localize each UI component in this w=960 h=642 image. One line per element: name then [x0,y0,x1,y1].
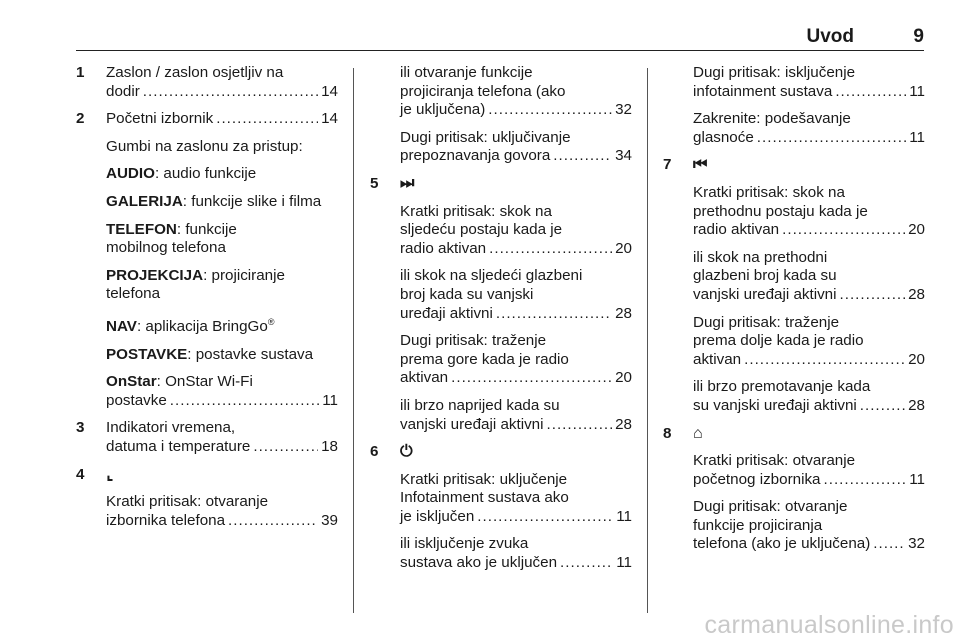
item-text: su vanjski uređaji aktivni [693,396,857,414]
dot-leader [477,508,613,527]
item-text: Dugi pritisak: traženje [400,332,547,350]
list-item-2 [76,110,338,129]
dot-leader [489,240,612,259]
dot-leader [488,101,612,120]
page-ref[interactable]: 20 [908,350,925,368]
item-text: ili skok na sljedeći glazbeni [400,267,583,285]
dotted-entry [400,416,632,435]
item-text: prema dolje kada je radio [693,332,864,350]
page-ref[interactable]: 28 [908,285,925,303]
item-text: Kratki pritisak: uključenje [400,470,568,488]
key-desc: : audio funkcije [154,165,257,183]
entry-projekcija [76,267,338,304]
item-number: 7 [663,156,672,174]
page-ref[interactable]: 34 [615,147,632,165]
dot-leader [860,397,905,416]
power-icon: ⏻ [400,443,413,461]
item-text: ili brzo naprijed kada su [400,396,560,414]
page-number: 9 [913,26,924,47]
skip-next-icon: ⏭ [400,174,415,192]
key-desc: : funkcije slike i filma [182,192,322,210]
item-text: Kratki pritisak: skok na [693,183,845,201]
key-label: NAV [106,318,137,335]
item-text: radio aktivan [400,239,487,257]
page-ref[interactable]: 28 [908,396,925,414]
list-item-5 [370,175,632,194]
page-ref[interactable]: 20 [615,369,632,387]
list-item-8 [663,425,925,444]
item-text: ili skok na prethodni [693,248,828,266]
list-item-4-desc [76,493,338,530]
item-text: ili isključenje zvuka [400,535,529,553]
item-text: Dugi pritisak: isključenje [693,64,856,81]
item-number: 8 [663,424,672,442]
list-entry [370,64,632,120]
dotted-entry [400,554,632,573]
item-text: projiciranja telefona (ako [400,82,566,100]
entry-telefon [76,221,338,258]
page-ref[interactable]: 28 [615,304,632,322]
item-text: Zaslon / zaslon osjetljiv na [106,64,284,81]
page-ref[interactable]: 14 [321,82,338,100]
item-text: Dugi pritisak: uključivanje [400,128,571,146]
dot-leader [253,438,318,457]
item-text: prema gore kada je radio [400,350,569,368]
page-ref[interactable]: 11 [909,128,925,146]
item-text: vanjski uređaji aktivni [693,285,837,303]
item-text: Kratki pritisak: otvaranje [693,452,856,470]
dot-leader [451,369,612,388]
key-desc: : projiciranje [203,266,285,284]
key-label: TELEFON [106,220,177,238]
dotted-entry [400,240,632,259]
item-text: aktivan [693,350,742,368]
item-text: Početni izbornik [106,110,214,128]
dot-leader [143,83,318,102]
dot-leader [873,535,905,554]
list-item-4 [76,466,338,485]
item-text: ili brzo premotavanje kada [693,378,871,396]
dot-leader [553,147,612,166]
item-text: Indikatori vremena, [106,419,236,437]
dotted-entry [106,83,338,102]
item-text: radio aktivan [693,221,780,239]
list-entry [663,498,925,554]
item-text: ili otvaranje funkcije [400,64,533,81]
page-ref[interactable]: 11 [322,391,338,409]
page-header [76,28,924,51]
item-text: sljedeću postaju kada je [400,221,563,239]
page-ref[interactable]: 11 [616,554,632,572]
column-2 [370,64,632,582]
page-ref[interactable]: 18 [321,437,338,455]
dotted-entry [693,221,925,240]
list-entry [370,129,632,166]
entry-postavke [76,346,338,365]
column-3 [663,64,925,563]
registered-mark: ® [267,316,275,327]
dotted-entry [400,305,632,324]
dot-leader [228,512,318,531]
key-label: AUDIO [106,165,155,183]
entry-onstar [76,373,338,410]
list-entry [370,397,632,434]
dot-leader [840,286,906,305]
dotted-entry [693,286,925,305]
home-icon: ⌂ [693,424,703,442]
key-label: GALERIJA [106,192,183,210]
column-divider [353,68,354,613]
list-entry [370,471,632,527]
dotted-entry [400,508,632,527]
dotted-entry [400,147,632,166]
item-text: glazbeni broj kada su [693,267,837,285]
list-entry [663,378,925,415]
item-text: sustava ako je uključen [400,554,558,572]
column-1 [76,64,338,539]
item-text: početnog izbornika [693,470,821,488]
item-text: Gumbi na zaslonu za pristup: [106,137,303,155]
list-entry [663,110,925,147]
dotted-entry [693,397,925,416]
item-text: Kratki pritisak: otvaranje [106,493,269,511]
dot-leader [835,83,906,102]
item-text: infotainment sustava [693,82,833,100]
entry-nav [76,313,338,337]
list-entry [370,203,632,259]
item-number: 3 [76,419,85,437]
item-text: glasnoće [693,128,754,146]
item-number: 2 [76,110,85,128]
dot-leader [782,221,905,240]
item-text: uređaji aktivni [400,304,493,322]
item-text: datuma i temperature [106,437,251,455]
dot-leader [496,305,612,324]
list-entry [663,314,925,370]
page-ref[interactable]: 32 [908,535,925,553]
dotted-entry [400,101,632,120]
item-text: Dugi pritisak: traženje [693,313,840,331]
item-number: 5 [370,174,379,192]
item-text: prethodnu postaju kada je [693,202,868,220]
key-desc: : funkcije [176,220,237,238]
item-text: funkcije projiciranja [693,516,823,534]
skip-previous-icon: ⏮ [693,156,708,174]
key-label: PROJEKCIJA [106,266,204,284]
dot-leader [824,471,907,490]
item-text: postavke [106,391,167,409]
page-ref[interactable]: 39 [321,511,338,529]
page-ref[interactable]: 11 [909,470,925,488]
entry-audio [76,165,338,184]
list-entry [663,249,925,305]
list-item-1 [76,64,338,101]
page-ref[interactable]: 20 [615,239,632,257]
key-desc: : postavke sustava [187,345,314,363]
dotted-entry [693,83,925,102]
dot-leader [744,351,905,370]
list-entry [370,535,632,572]
key-label: POSTAVKE [106,345,188,363]
dotted-entry [400,369,632,388]
dot-leader [216,110,318,129]
item-text: Zakrenite: podešavanje [693,110,851,128]
dot-leader [170,392,319,411]
page-title: Uvod [806,26,854,47]
dot-leader [560,554,613,573]
item-text: Kratki pritisak: skok na [400,202,552,220]
item-text: mobilnog telefona [106,239,226,257]
page-ref[interactable]: 14 [321,110,338,128]
item-text: vanjski uređaji aktivni [400,415,544,433]
buttons-intro [76,138,338,157]
dotted-entry [106,438,338,457]
list-item-6 [370,443,632,462]
item-number: 6 [370,443,379,461]
item-text: je isključen [400,507,475,525]
page-ref[interactable]: 11 [616,507,632,525]
phone-icon: ⌞ [106,465,114,483]
key-desc: : aplikacija BringGo [136,318,268,335]
item-text: Dugi pritisak: otvaranje [693,498,848,516]
item-text: je uključena) [400,101,486,119]
list-item-3 [76,419,338,456]
item-number: 4 [76,465,85,483]
dotted-entry [693,129,925,148]
dotted-entry [106,392,338,411]
item-text: Infotainment sustava ako [400,489,569,507]
item-text: telefona [106,285,161,303]
item-number: 1 [76,64,85,81]
item-text: telefona (ako je uključena) [693,535,871,553]
dotted-entry [106,110,338,129]
dotted-entry [693,351,925,370]
list-entry [663,452,925,489]
dotted-entry [693,535,925,554]
key-label: OnStar [106,373,157,391]
dotted-entry [106,512,338,531]
list-entry [370,332,632,388]
item-text: izbornika telefona [106,511,226,529]
dot-leader [547,416,613,435]
item-text: prepoznavanja govora [400,147,551,165]
page-ref[interactable]: 20 [908,221,925,239]
item-text: dodir [106,82,140,100]
dotted-entry [693,471,925,490]
page-ref[interactable]: 11 [909,82,925,100]
dot-leader [757,129,906,148]
column-divider [647,68,648,613]
key-desc: : OnStar Wi-Fi [156,373,253,391]
list-entry [663,184,925,240]
list-entry [370,267,632,323]
page-ref[interactable]: 28 [615,415,632,433]
watermark: carmanualsonline.info [704,611,954,639]
page-ref[interactable]: 32 [615,101,632,119]
entry-galerija [76,193,338,212]
item-text: broj kada su vanjski [400,285,534,303]
item-text: aktivan [400,369,449,387]
list-item-7 [663,156,925,175]
list-entry [663,64,925,101]
